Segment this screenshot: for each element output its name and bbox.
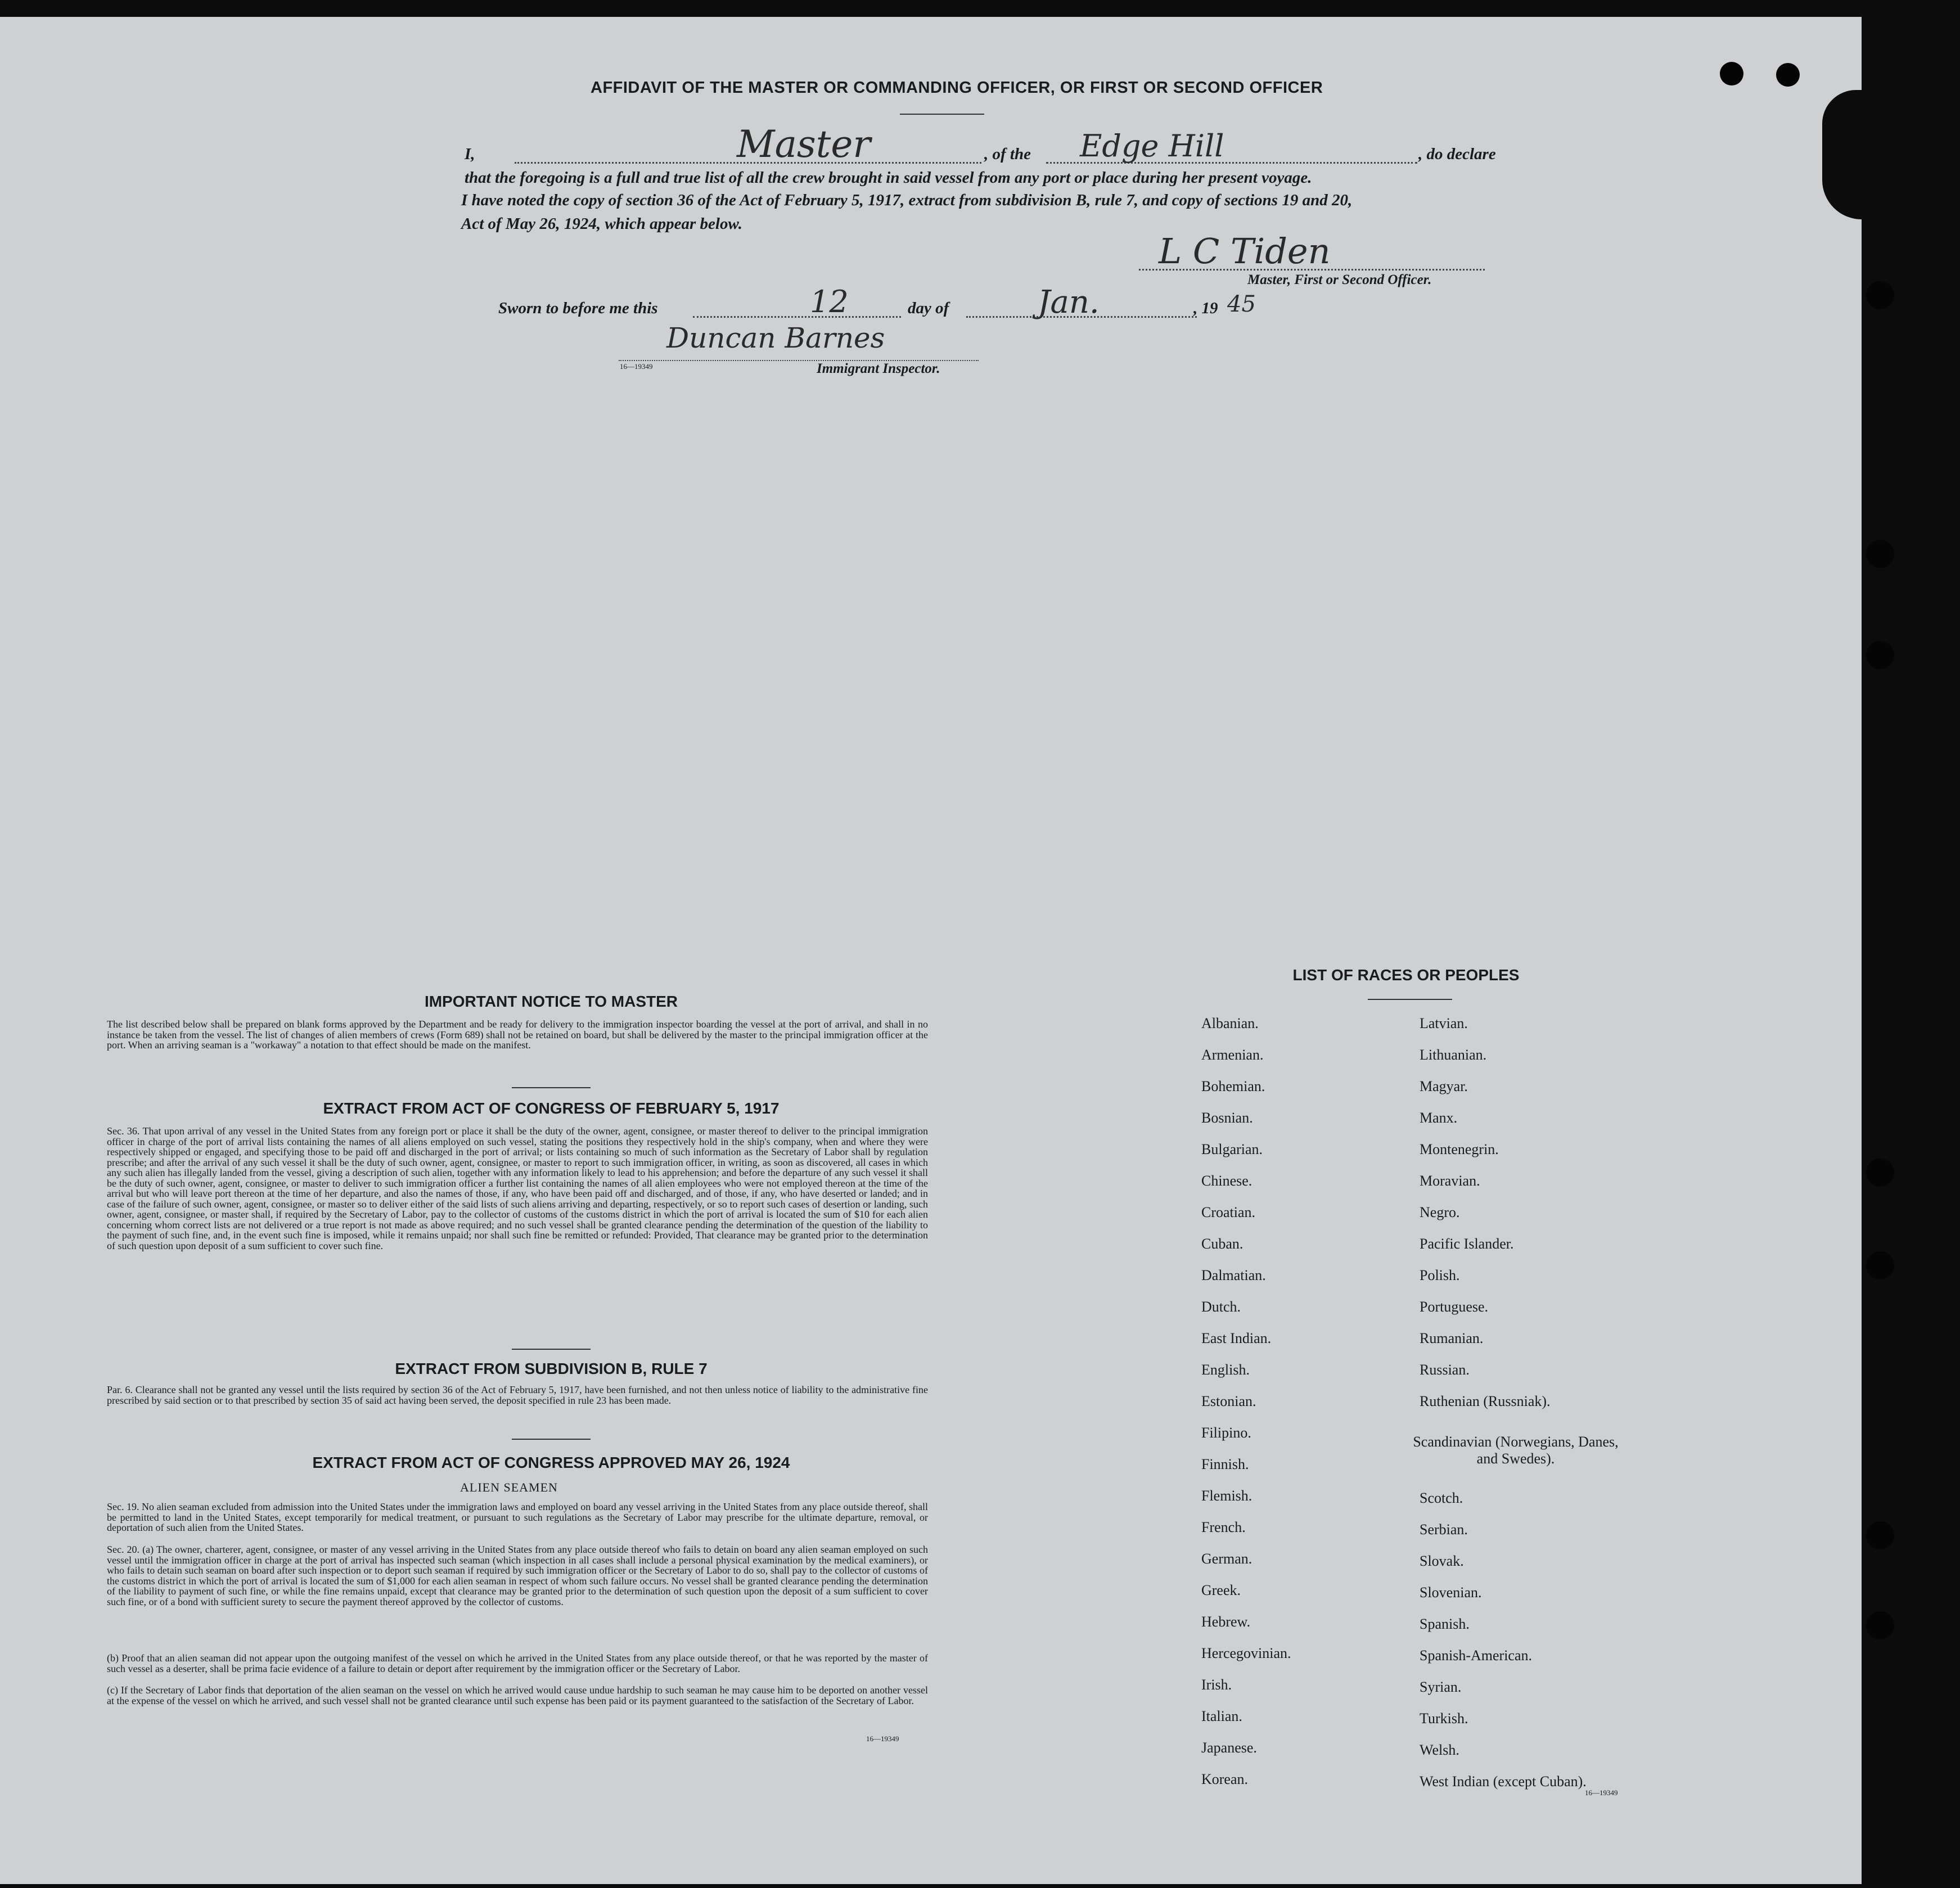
- punch-hole: [1866, 540, 1894, 568]
- extract-1917-title: EXTRACT FROM ACT OF CONGRESS OF FEBRUARY 5, 1917: [323, 1100, 780, 1117]
- race-item: German.: [1201, 1551, 1252, 1567]
- affidavit-line-4: Act of May 26, 1924, which appear below.: [461, 215, 742, 233]
- inspector-signature[interactable]: Duncan Barnes: [666, 322, 885, 354]
- day-field-line: [693, 316, 901, 318]
- race-item: Slovenian.: [1420, 1584, 1482, 1601]
- alien-seamen-subtitle: ALIEN SEAMEN: [460, 1480, 558, 1494]
- race-item: Spanish-American.: [1420, 1647, 1533, 1664]
- race-item: Estonian.: [1201, 1393, 1256, 1409]
- day-of-label: day of: [908, 299, 949, 317]
- notice-text: The list described below shall be prepared on blank forms approved by the Department and be ready for delivery to the immigration inspector boarding the vessel at the port of arrival, and shall in no instance be taken from the vessel. The list of changes of alien members of crews (Form 689) shall not be retained on board, but shall be delivered by the master to the principal immigration officer at the port. When an arriving seaman is a "workaway" a notation to that effect should be made on the manifest.: [107, 1019, 928, 1051]
- rank-handwritten[interactable]: Master: [737, 123, 871, 166]
- races-rule: [1368, 999, 1452, 1000]
- of-the-label: , of the: [984, 145, 1031, 163]
- race-item: Turkish.: [1420, 1710, 1468, 1727]
- race-item: Spanish.: [1420, 1616, 1470, 1632]
- race-item: Armenian.: [1201, 1047, 1264, 1063]
- affidavit-i: I,: [465, 145, 475, 163]
- rule-subdiv: [512, 1349, 591, 1350]
- race-item: West Indian (except Cuban).: [1420, 1773, 1587, 1790]
- punch-hole: [1866, 1521, 1894, 1549]
- race-item: Portuguese.: [1420, 1299, 1489, 1315]
- race-item: Welsh.: [1420, 1742, 1459, 1758]
- sec-20a-text: Sec. 20. (a) The owner, charterer, agent, consignee, or master of any vessel arriving in the United States from any place outside thereof who fails to detain on board any alien seaman employed on such vessel until the immigration officer in charge at the port of arrival has inspected such seaman (which inspection in all cases shall include a personal physical examination by the medical examiners), or who fails to detain such seaman on board after such inspection or to deport such seaman if required by such immigration officer or the Secretary of Labor to do so, shall pay to the collector of customs of the customs district in which the port of arrival is located the sum of $1,000 for each alien seaman in respect of whom such failure occurs. No vessel shall be granted clearance pending the determination of the liability to payment of such fine, or while the fine remains unpaid, except that clearance may be granted prior to the determination of such question upon the deposit of a sum sufficient to cover such fine, or of a bond with sufficient surety to secure the payment thereof approved by the collector of customs.: [107, 1544, 928, 1607]
- sec-20b-text: (b) Proof that an alien seaman did not appear upon the outgoing manifest of the vessel on which he arrived in the United States from any place outside thereof, or that he was reported by the master of such vessel as a deserter, shall be prima facie evidence of a failure to detain or deport after requirement by the immigration officer or the Secretary of Labor.: [107, 1652, 928, 1674]
- race-item: Russian.: [1420, 1362, 1470, 1378]
- race-item: Korean.: [1201, 1771, 1249, 1787]
- extract-1924-title: EXTRACT FROM ACT OF CONGRESS APPROVED MAY 26, 1924: [312, 1454, 790, 1471]
- year-prefix: , 19: [1193, 299, 1218, 317]
- race-item: Latvian.: [1420, 1015, 1468, 1031]
- signature-caption: Master, First or Second Officer.: [1247, 272, 1432, 287]
- race-item: Dalmatian.: [1201, 1267, 1266, 1283]
- race-item: Syrian.: [1420, 1679, 1462, 1695]
- extract-1917-text: Sec. 36. That upon arrival of any vessel in the United States from any foreign port or place it shall be the duty of the owner, agent, consignee, or master thereof to deliver to the principal immigration officer in charge of the port of arrival lists containing the names of all aliens employed on such vessel, stating the positions they respectively hold in the ship's company, when and where they were respectively shipped or engaged, and specifying those to be paid off and discharged in the port of arrival; or lists containing so much of such information as the Secretary of Labor shall by regulation prescribe; and after the arrival of any such vessel it shall be the duty of such owner, agent, consignee, or master to report to such immigration officer, in writing, as soon as discovered, all cases in which any such alien has illegally landed from the vessel, giving a description of such alien, together with any information likely to lead to his apprehension; and before the departure of any such vessel it shall be the duty of such owner, agent, consignee, or master to deliver to such immigration officer a further list containing the names of all alien employees who were not employed thereon at the time of the arrival but who will leave port thereon at the time of her departure, and also the names of those, if any, who have been paid off and discharged, and of those, if any, who have deserted or landed; and in case of the failure of such owner, agent, consignee, or master so to deliver either of the said lists of such aliens arriving and departing, respectively, or so to report such cases of desertion or landing, such owner, agent, consignee, or master shall, if required by the Secretary of Labor, pay to the collector of customs of the customs district in which the port of arrival is located the sum of $10 for each alien concerning whom correct lists are not delivered or a true report is not made as above required; and no such vessel shall be granted clearance pending the determination of the question of the liability to the payment of such fine, and, in the event such fine is imposed, while it remains unpaid; nor shall such fine be remitted or refunded: Provided, That clearance may be granted prior to the determination of such question upon deposit of a sum sufficient to cover such fine.: [107, 1125, 928, 1251]
- punch-hole: [1776, 63, 1800, 87]
- race-item: East Indian.: [1201, 1330, 1272, 1346]
- inspector-caption: Immigrant Inspector.: [817, 361, 940, 376]
- form-number-left: 16—19349: [866, 1734, 899, 1743]
- race-item: Flemish.: [1201, 1488, 1252, 1504]
- sec-19-text: Sec. 19. No alien seaman excluded from admission into the United States under the immigration laws and employed on board any vessel arriving in the United States from any place outside thereof, shall be permitted to land in the United States, except temporarily for medical treatment, or pursuant to such regulations as the Secretary of Labor may prescribe for the ultimate departure, removal, or deportation of such alien from the United States.: [107, 1501, 928, 1533]
- race-item: French.: [1201, 1519, 1246, 1535]
- title-rule: [900, 114, 984, 115]
- race-item: Scandinavian (Norwegians, Danes, and Swedes).: [1413, 1434, 1619, 1467]
- race-item: Pacific Islander.: [1420, 1236, 1514, 1252]
- signature-line: [1139, 269, 1485, 271]
- race-item: Bosnian.: [1201, 1110, 1253, 1126]
- race-item: Ruthenian (Russniak).: [1420, 1393, 1551, 1409]
- race-item: Slovak.: [1420, 1553, 1464, 1569]
- punch-hole: [1866, 1611, 1894, 1639]
- race-item: Montenegrin.: [1420, 1141, 1499, 1157]
- month-handwritten[interactable]: Jan.: [1038, 284, 1100, 321]
- rule-1917: [512, 1087, 591, 1088]
- race-item: Lithuanian.: [1420, 1047, 1487, 1063]
- master-signature[interactable]: L C Tiden: [1159, 231, 1331, 272]
- race-item: Cuban.: [1201, 1236, 1243, 1252]
- race-item: Negro.: [1420, 1204, 1460, 1220]
- races-title: LIST OF RACES OR PEOPLES: [1292, 966, 1520, 984]
- race-item: Manx.: [1420, 1110, 1458, 1126]
- sec-20c-text: (c) If the Secretary of Labor finds that deportation of the alien seaman on the vessel on which he arrived would cause undue hardship to such seaman he may cause him to be deported on another vessel at the expense of the vessel on which he arrived, and such vessel shall not be granted clearance until such expense has been paid or its payment guaranteed to the satisfaction of the Secretary of Labor.: [107, 1684, 928, 1706]
- race-item: Dutch.: [1201, 1299, 1241, 1315]
- punch-hole: [1720, 62, 1743, 85]
- notice-title: IMPORTANT NOTICE TO MASTER: [424, 993, 678, 1010]
- punch-hole: [1866, 1159, 1894, 1187]
- day-handwritten[interactable]: 12: [810, 284, 849, 319]
- race-item: Albanian.: [1201, 1015, 1259, 1031]
- rule-1924: [512, 1439, 591, 1440]
- affidavit-line-2: that the foregoing is a full and true list of all the crew brought in said vessel from any port or place during her present voyage.: [465, 169, 1312, 187]
- do-declare-label: , do declare: [1418, 145, 1496, 163]
- race-item: Italian.: [1201, 1708, 1242, 1724]
- race-item: Moravian.: [1420, 1173, 1480, 1189]
- torn-corner: [1822, 90, 1873, 219]
- inspector-stamp: 16—19349: [620, 362, 653, 371]
- race-item: Chinese.: [1201, 1173, 1252, 1189]
- race-item: Finnish.: [1201, 1456, 1249, 1472]
- race-item: Croatian.: [1201, 1204, 1256, 1220]
- vessel-handwritten[interactable]: Edge Hill: [1080, 128, 1224, 164]
- affidavit-title: AFFIDAVIT OF THE MASTER OR COMMANDING OFFICER, OR FIRST OR SECOND OFFICER: [591, 79, 1323, 97]
- race-item: Serbian.: [1420, 1521, 1468, 1538]
- punch-hole: [1866, 281, 1894, 309]
- punch-hole: [1866, 641, 1894, 669]
- form-number-right: 16—19349: [1585, 1788, 1618, 1797]
- race-item: Hercegovinian.: [1201, 1645, 1291, 1661]
- race-item: Filipino.: [1201, 1425, 1251, 1441]
- race-item: English.: [1201, 1362, 1250, 1378]
- subdivision-text: Par. 6. Clearance shall not be granted any vessel until the lists required by section 36 of the Act of February 5, 1917, have been furnished, and not then unless notice of liability to the administrative fine prescribed by said section or to that prescribed by section 35 of said act having been served, the deposit specified in rule 23 has been made.: [107, 1384, 928, 1406]
- sworn-label: Sworn to before me this: [498, 299, 658, 317]
- race-item: Bohemian.: [1201, 1078, 1265, 1094]
- race-item: Japanese.: [1201, 1740, 1257, 1756]
- subdivision-title: EXTRACT FROM SUBDIVISION B, RULE 7: [395, 1360, 708, 1377]
- punch-hole: [1866, 1251, 1894, 1279]
- race-item: Scotch.: [1420, 1490, 1463, 1506]
- race-item: Magyar.: [1420, 1078, 1468, 1094]
- race-item: Bulgarian.: [1201, 1141, 1263, 1157]
- race-item: Rumanian.: [1420, 1330, 1484, 1346]
- race-item: Polish.: [1420, 1267, 1460, 1283]
- race-item: Greek.: [1201, 1582, 1241, 1598]
- affidavit-line-3: I have noted the copy of section 36 of the Act of February 5, 1917, extract from subdivision B, rule 7, and copy of sections 19 and 20,: [461, 191, 1353, 209]
- race-item: Hebrew.: [1201, 1614, 1251, 1630]
- year-handwritten[interactable]: 45: [1227, 291, 1256, 317]
- race-item: Irish.: [1201, 1677, 1232, 1693]
